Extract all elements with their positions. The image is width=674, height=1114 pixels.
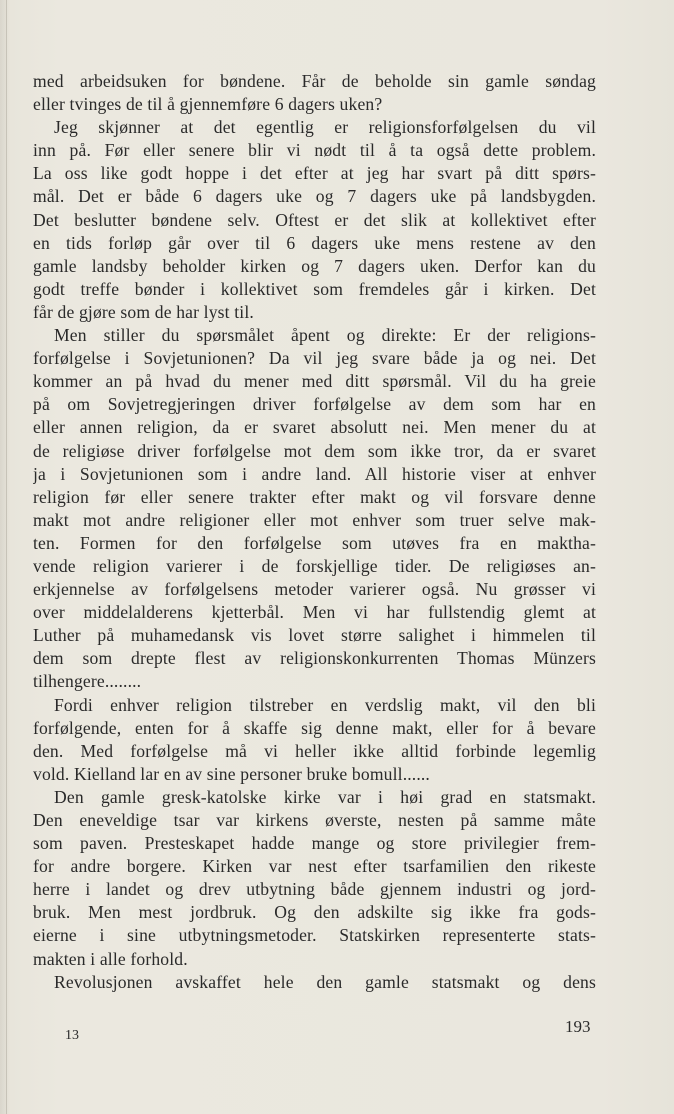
text-line: vende religion varierer i de forskjellige tider. De religiøses an- bbox=[33, 555, 596, 576]
text-line: Den eneveldige tsar var kirkens øverste, nesten på samme måte bbox=[33, 810, 596, 830]
text-line: bruk. Men mest jordbruk. Og den adskilte sig ikke fra gods- bbox=[33, 902, 596, 923]
text-line: ja i Sovjetunionen som i andre land. All historie viser at enhver bbox=[33, 463, 596, 484]
text-line: som paven. Presteskapet hadde mange og store privilegier frem- bbox=[33, 833, 596, 854]
text-line: Fordi enhver religion tilstreber en verdslig makt, vil den bli bbox=[54, 694, 596, 715]
text-line: over middelalderens kjetterbål. Men vi har fullstendig glemt at bbox=[33, 602, 596, 623]
text-line: for andre borgere. Kirken var nest efter tsarfamilien den rikeste bbox=[33, 856, 596, 877]
body-text bbox=[33, 70, 596, 994]
text-line: mål. Det er både 6 dagers uke og 7 dagers uke på landsbygden. bbox=[33, 186, 596, 207]
text-line: gamle landsby beholder kirken og 7 dagers uken. Derfor kan du bbox=[33, 255, 596, 276]
text-line: vold. Kielland lar en av sine personer bruke bomull...... bbox=[33, 763, 430, 784]
text-line: på om Sovjetregjeringen driver forfølgelse av dem som har en bbox=[33, 394, 596, 415]
signature-mark: 13 bbox=[65, 1028, 79, 1043]
text-line: godt treffe bønder i kollektivet som fremdeles går i kirken. Det bbox=[33, 278, 596, 299]
text-line: kommer an på hvad du mener med ditt spørsmål. Vil du ha greie bbox=[33, 371, 596, 392]
text-line: eller tvinges de til å gjennemføre 6 dagers uken? bbox=[33, 94, 383, 115]
text-line: Revolusjonen avskaffet hele den gamle statsmakt og dens bbox=[54, 971, 596, 992]
text-line: dem som drepte flest av religionskonkurrenten Thomas Münzers bbox=[33, 648, 596, 669]
text-line: den. Med forfølgelse må vi heller ikke alltid forbinde legemlig bbox=[33, 740, 596, 761]
page-edge-line bbox=[6, 0, 7, 1114]
text-line: eierne i sine utbytningsmetoder. Statskirken representerte stats- bbox=[33, 925, 596, 946]
text-line: eller annen religion, da er svaret absolutt nei. Men mener du at bbox=[33, 417, 596, 438]
text-line: Luther på muhamedansk vis lovet større salighet i himmelen til bbox=[33, 625, 596, 646]
text-line: Men stiller du spørsmålet åpent og direkte: Er der religions- bbox=[54, 325, 596, 346]
text-line: inn på. Før eller senere blir vi nødt til å ta også dette problem. bbox=[33, 140, 596, 161]
text-line: La oss like godt hoppe i det efter at jeg har svart på ditt spørs- bbox=[33, 163, 596, 184]
text-line: en tids forløp går over til 6 dagers uke mens restene av den bbox=[33, 232, 596, 253]
text-line: med arbeidsuken for bøndene. Får de beholde sin gamle søndag bbox=[33, 71, 596, 91]
text-line: erkjennelse av forfølgelsens metoder varierer også. Nu grøsser vi bbox=[33, 579, 596, 600]
text-line: herre i landet og drev utbytning både gjennem industri og jord- bbox=[33, 879, 596, 900]
text-line: Det beslutter bøndene selv. Oftest er det slik at kollektivet efter bbox=[33, 209, 596, 230]
text-line: får de gjøre som de har lyst til. bbox=[33, 301, 254, 322]
text-line: makten i alle forhold. bbox=[33, 948, 188, 969]
text-line: tilhengere........ bbox=[33, 671, 142, 692]
text-line: de religiøse driver forfølgelse mot dem som ikke tror, da er svaret bbox=[33, 440, 596, 461]
text-line: forfølgelse i Sovjetunionen? Da vil jeg svare både ja og nei. Det bbox=[33, 348, 596, 369]
text-line: forfølgende, enten for å skaffe sig denne makt, eller for å bevare bbox=[33, 717, 596, 738]
text-line: ten. Formen for den forfølgelse som utøves fra en maktha- bbox=[33, 532, 596, 553]
text-line: makt mot andre religioner eller mot enhver som truer selve mak- bbox=[33, 509, 596, 530]
page-number: 193 bbox=[565, 1017, 591, 1036]
text-line: religion før eller senere trakter efter makt og vil forsvare denne bbox=[33, 486, 596, 507]
text-line: Jeg skjønner at det egentlig er religionsforfølgelsen du vil bbox=[54, 117, 596, 138]
text-line: Den gamle gresk-katolske kirke var i høi grad en statsmakt. bbox=[54, 786, 596, 807]
